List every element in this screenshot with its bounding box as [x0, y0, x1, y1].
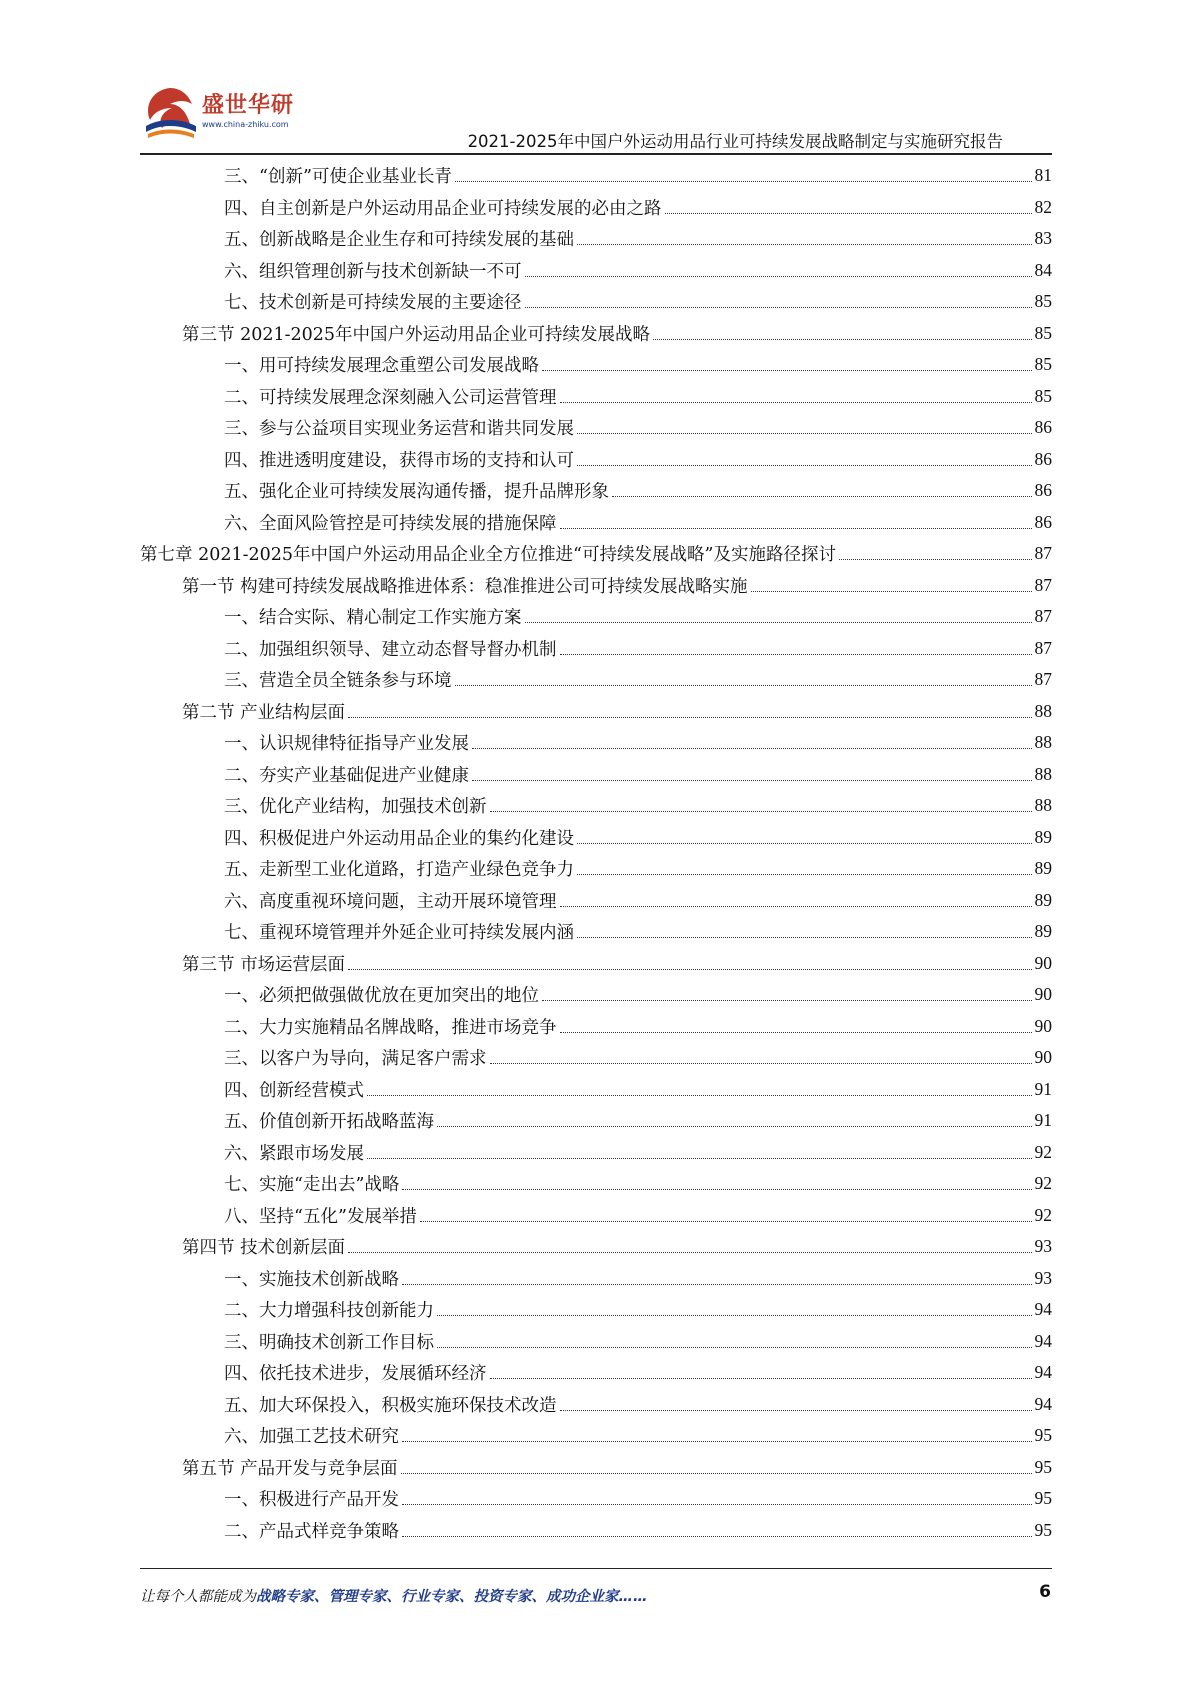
toc-entry-label: 二、加强组织领导、建立动态督导督办机制	[224, 639, 557, 660]
toc-entry[interactable]	[140, 790, 1052, 822]
toc-entry[interactable]	[140, 948, 1052, 980]
toc-entry[interactable]	[140, 286, 1052, 318]
toc-dot-leader	[348, 969, 1031, 970]
toc-dot-leader	[577, 244, 1032, 245]
toc-entry-label: 三、参与公益项目实现业务运营和谐共同发展	[224, 419, 574, 440]
toc-entry-page: 86	[1034, 448, 1052, 469]
toc-entry-page: 89	[1034, 889, 1052, 910]
toc-dot-leader	[472, 748, 1032, 749]
toc-entry-page: 95	[1034, 1519, 1052, 1540]
toc-entry[interactable]	[140, 255, 1052, 287]
footer-divider	[140, 1568, 1052, 1569]
toc-entry-label: 五、走新型工业化道路，打造产业绿色竞争力	[224, 860, 574, 881]
toc-dot-leader	[560, 528, 1032, 529]
page-header	[0, 0, 1191, 160]
toc-entry[interactable]	[140, 1231, 1052, 1263]
toc-dot-leader	[525, 307, 1032, 308]
toc-entry-page: 88	[1034, 700, 1052, 721]
report-title: 2021-2025年中国户外运动用品行业可持续发展战略制定与实施研究报告	[467, 132, 1003, 151]
toc-entry-page: 87	[1034, 606, 1052, 627]
toc-entry-label: 三、“创新”可使企业基业长青	[224, 167, 452, 188]
toc-dot-leader	[455, 181, 1032, 182]
toc-dot-leader	[577, 465, 1032, 466]
toc-entry[interactable]	[140, 916, 1052, 948]
toc-entry-label: 六、全面风险管控是可持续发展的措施保障	[224, 513, 557, 534]
toc-entry-label: 一、用可持续发展理念重塑公司发展战略	[224, 356, 539, 377]
toc-entry-label: 三、优化产业结构，加强技术创新	[224, 797, 487, 818]
toc-entry[interactable]	[140, 475, 1052, 507]
toc-dot-leader	[348, 1252, 1031, 1253]
toc-entry-page: 92	[1034, 1141, 1052, 1162]
toc-dot-leader	[525, 276, 1032, 277]
toc-dot-leader	[402, 1189, 1031, 1190]
toc-entry-label: 五、价值创新开拓战略蓝海	[224, 1112, 434, 1133]
toc-entry[interactable]	[140, 1263, 1052, 1295]
toc-dot-leader	[653, 339, 1031, 340]
toc-entry[interactable]	[140, 1137, 1052, 1169]
toc-dot-leader	[490, 1063, 1032, 1064]
toc-dot-leader	[437, 1126, 1032, 1127]
toc-entry[interactable]	[140, 1326, 1052, 1358]
toc-entry[interactable]	[140, 633, 1052, 665]
toc-dot-leader	[455, 685, 1032, 686]
toc-dot-leader	[401, 1473, 1032, 1474]
toc-entry[interactable]	[140, 444, 1052, 476]
toc-entry-page: 88	[1034, 795, 1052, 816]
toc-entry-page: 86	[1034, 480, 1052, 501]
toc-entry-page: 95	[1034, 1488, 1052, 1509]
toc-dot-leader	[348, 717, 1031, 718]
toc-entry-label: 三、明确技术创新工作目标	[224, 1332, 434, 1353]
toc-entry[interactable]	[140, 1357, 1052, 1389]
toc-entry-page: 85	[1034, 354, 1052, 375]
toc-entry-label: 五、加大环保投入，积极实施环保技术改造	[224, 1395, 557, 1416]
toc-entry-page: 86	[1034, 511, 1052, 532]
toc-entry-label: 一、实施技术创新战略	[224, 1269, 399, 1290]
toc-dot-leader	[367, 1095, 1032, 1096]
toc-entry-label: 一、积极进行产品开发	[224, 1490, 399, 1511]
toc-entry-page: 87	[1034, 669, 1052, 690]
toc-entry[interactable]	[140, 822, 1052, 854]
page-number: 6	[1039, 1582, 1051, 1602]
toc-dot-leader	[437, 1347, 1032, 1348]
toc-entry-page: 85	[1034, 291, 1052, 312]
toc-entry[interactable]	[140, 223, 1052, 255]
footer-slogan	[140, 1585, 648, 1606]
toc-entry-page: 95	[1034, 1456, 1052, 1477]
toc-entry[interactable]	[140, 538, 1052, 570]
toc-entry-page: 93	[1034, 1236, 1052, 1257]
toc-entry[interactable]	[140, 696, 1052, 728]
toc-entry[interactable]	[140, 1420, 1052, 1452]
toc-dot-leader	[577, 937, 1032, 938]
toc-entry[interactable]	[140, 1074, 1052, 1106]
toc-entry-label: 六、高度重视环境问题，主动开展环境管理	[224, 891, 557, 912]
toc-entry-label: 第五节 产品开发与竞争层面	[182, 1458, 398, 1479]
toc-dot-leader	[560, 654, 1032, 655]
toc-dot-leader	[839, 559, 1032, 560]
toc-dot-leader	[437, 1315, 1032, 1316]
toc-entry-page: 90	[1034, 1047, 1052, 1068]
table-of-contents	[140, 160, 1052, 1546]
toc-entry[interactable]	[140, 1200, 1052, 1232]
toc-dot-leader	[367, 1158, 1032, 1159]
toc-entry[interactable]	[140, 1515, 1052, 1547]
logo-mark-icon	[140, 82, 200, 142]
toc-entry[interactable]	[140, 664, 1052, 696]
toc-dot-leader	[402, 1441, 1032, 1442]
toc-dot-leader	[402, 1504, 1032, 1505]
toc-entry[interactable]	[140, 160, 1052, 192]
toc-entry[interactable]	[140, 1389, 1052, 1421]
toc-dot-leader	[577, 433, 1032, 434]
toc-entry-label: 一、结合实际、精心制定工作实施方案	[224, 608, 522, 629]
toc-entry[interactable]	[140, 1294, 1052, 1326]
toc-entry-page: 91	[1034, 1110, 1052, 1131]
toc-entry-page: 86	[1034, 417, 1052, 438]
toc-dot-leader	[472, 780, 1032, 781]
toc-entry-label: 二、夯实产业基础促进产业健康	[224, 765, 469, 786]
toc-entry-page: 92	[1034, 1204, 1052, 1225]
toc-entry[interactable]	[140, 1105, 1052, 1137]
toc-entry[interactable]	[140, 349, 1052, 381]
footer-slogan-highlight: 战略专家、管理专家、行业专家、投资专家、成功企业家……	[256, 1589, 648, 1605]
toc-entry-label: 第七章 2021-2025年中国户外运动用品企业全方位推进“可持续发展战略”及实施路径探讨	[140, 545, 836, 566]
toc-dot-leader	[560, 1032, 1032, 1033]
toc-dot-leader	[560, 1410, 1032, 1411]
toc-entry-page: 84	[1034, 259, 1052, 280]
toc-entry[interactable]	[140, 381, 1052, 413]
toc-entry[interactable]	[140, 507, 1052, 539]
toc-entry-label: 四、依托技术进步，发展循环经济	[224, 1364, 487, 1385]
toc-entry-label: 四、自主创新是户外运动用品企业可持续发展的必由之路	[224, 198, 662, 219]
toc-dot-leader	[542, 1000, 1032, 1001]
toc-entry-label: 第三节 市场运营层面	[182, 954, 346, 975]
toc-entry[interactable]	[140, 412, 1052, 444]
toc-dot-leader	[490, 1378, 1032, 1379]
toc-entry-label: 六、加强工艺技术研究	[224, 1427, 399, 1448]
toc-entry[interactable]	[140, 1011, 1052, 1043]
toc-entry[interactable]	[140, 1483, 1052, 1515]
toc-dot-leader	[577, 874, 1032, 875]
toc-entry-label: 四、推进透明度建设，获得市场的支持和认可	[224, 450, 574, 471]
toc-entry-label: 二、大力实施精品名牌战略，推进市场竞争	[224, 1017, 557, 1038]
toc-entry-page: 85	[1034, 385, 1052, 406]
toc-entry-label: 七、重视环境管理并外延企业可持续发展内涵	[224, 923, 574, 944]
toc-entry[interactable]	[140, 727, 1052, 759]
company-logo	[140, 82, 320, 148]
toc-entry-page: 90	[1034, 1015, 1052, 1036]
toc-dot-leader	[420, 1221, 1032, 1222]
toc-entry-label: 五、创新战略是企业生存和可持续发展的基础	[224, 230, 574, 251]
header-divider	[140, 153, 1052, 155]
toc-entry-page: 91	[1034, 1078, 1052, 1099]
toc-entry-page: 87	[1034, 637, 1052, 658]
toc-entry-page: 94	[1034, 1299, 1052, 1320]
toc-entry-label: 七、实施“走出去”战略	[224, 1175, 400, 1196]
toc-entry-page: 92	[1034, 1173, 1052, 1194]
logo-text: 盛世华研	[202, 93, 295, 118]
toc-dot-leader	[542, 370, 1032, 371]
toc-entry[interactable]	[140, 979, 1052, 1011]
toc-entry-page: 95	[1034, 1425, 1052, 1446]
toc-entry-page: 94	[1034, 1330, 1052, 1351]
toc-entry-label: 六、组织管理创新与技术创新缺一不可	[224, 261, 522, 282]
toc-entry-label: 第四节 技术创新层面	[182, 1238, 346, 1259]
toc-dot-leader	[560, 402, 1032, 403]
toc-dot-leader	[665, 213, 1032, 214]
toc-dot-leader	[402, 1536, 1032, 1537]
toc-entry[interactable]	[140, 318, 1052, 350]
toc-entry-label: 七、技术创新是可持续发展的主要途径	[224, 293, 522, 314]
toc-entry[interactable]	[140, 1452, 1052, 1484]
toc-entry[interactable]	[140, 759, 1052, 791]
toc-entry-label: 第二节 产业结构层面	[182, 702, 346, 723]
toc-entry-label: 四、积极促进户外运动用品企业的集约化建设	[224, 828, 574, 849]
toc-dot-leader	[751, 591, 1032, 592]
toc-entry-page: 94	[1034, 1393, 1052, 1414]
toc-dot-leader	[612, 496, 1032, 497]
toc-dot-leader	[525, 622, 1032, 623]
toc-entry-page: 89	[1034, 858, 1052, 879]
toc-dot-leader	[560, 906, 1032, 907]
toc-entry-label: 一、必须把做强做优放在更加突出的地位	[224, 986, 539, 1007]
toc-entry-label: 三、以客户为导向，满足客户需求	[224, 1049, 487, 1070]
toc-entry-page: 90	[1034, 952, 1052, 973]
toc-entry-page: 82	[1034, 196, 1052, 217]
toc-entry-label: 八、坚持“五化”发展举措	[224, 1206, 417, 1227]
toc-entry-page: 87	[1034, 574, 1052, 595]
toc-entry-label: 二、产品式样竞争策略	[224, 1521, 399, 1542]
toc-entry[interactable]	[140, 853, 1052, 885]
toc-entry-page: 89	[1034, 826, 1052, 847]
toc-dot-leader	[402, 1284, 1032, 1285]
toc-entry-label: 三、营造全员全链条参与环境	[224, 671, 452, 692]
toc-entry-page: 87	[1034, 543, 1052, 564]
toc-entry-label: 五、强化企业可持续发展沟通传播，提升品牌形象	[224, 482, 609, 503]
toc-entry-label: 二、可持续发展理念深刻融入公司运营管理	[224, 387, 557, 408]
toc-entry[interactable]	[140, 192, 1052, 224]
toc-entry[interactable]	[140, 885, 1052, 917]
toc-entry[interactable]	[140, 1042, 1052, 1074]
logo-url: www.china-zhiku.com	[202, 120, 289, 129]
toc-entry[interactable]	[140, 1168, 1052, 1200]
toc-entry-label: 六、紧跟市场发展	[224, 1143, 364, 1164]
toc-entry-page: 88	[1034, 732, 1052, 753]
toc-entry[interactable]	[140, 601, 1052, 633]
toc-entry-page: 85	[1034, 322, 1052, 343]
toc-entry-label: 二、大力增强科技创新能力	[224, 1301, 434, 1322]
toc-entry-label: 四、创新经营模式	[224, 1080, 364, 1101]
toc-entry-page: 93	[1034, 1267, 1052, 1288]
toc-entry-page: 81	[1034, 165, 1052, 186]
toc-entry-label: 第一节 构建可持续发展战略推进体系：稳准推进公司可持续发展战略实施	[182, 576, 748, 597]
toc-entry-page: 90	[1034, 984, 1052, 1005]
toc-entry-label: 第三节 2021-2025年中国户外运动用品企业可持续发展战略	[182, 324, 651, 345]
toc-dot-leader	[490, 811, 1032, 812]
toc-entry-page: 94	[1034, 1362, 1052, 1383]
toc-entry-label: 一、认识规律特征指导产业发展	[224, 734, 469, 755]
toc-entry-page: 88	[1034, 763, 1052, 784]
footer-slogan-prefix: 让每个人都能成为	[140, 1589, 256, 1605]
toc-entry-page: 89	[1034, 921, 1052, 942]
toc-dot-leader	[577, 843, 1032, 844]
toc-entry[interactable]	[140, 570, 1052, 602]
toc-entry-page: 83	[1034, 228, 1052, 249]
